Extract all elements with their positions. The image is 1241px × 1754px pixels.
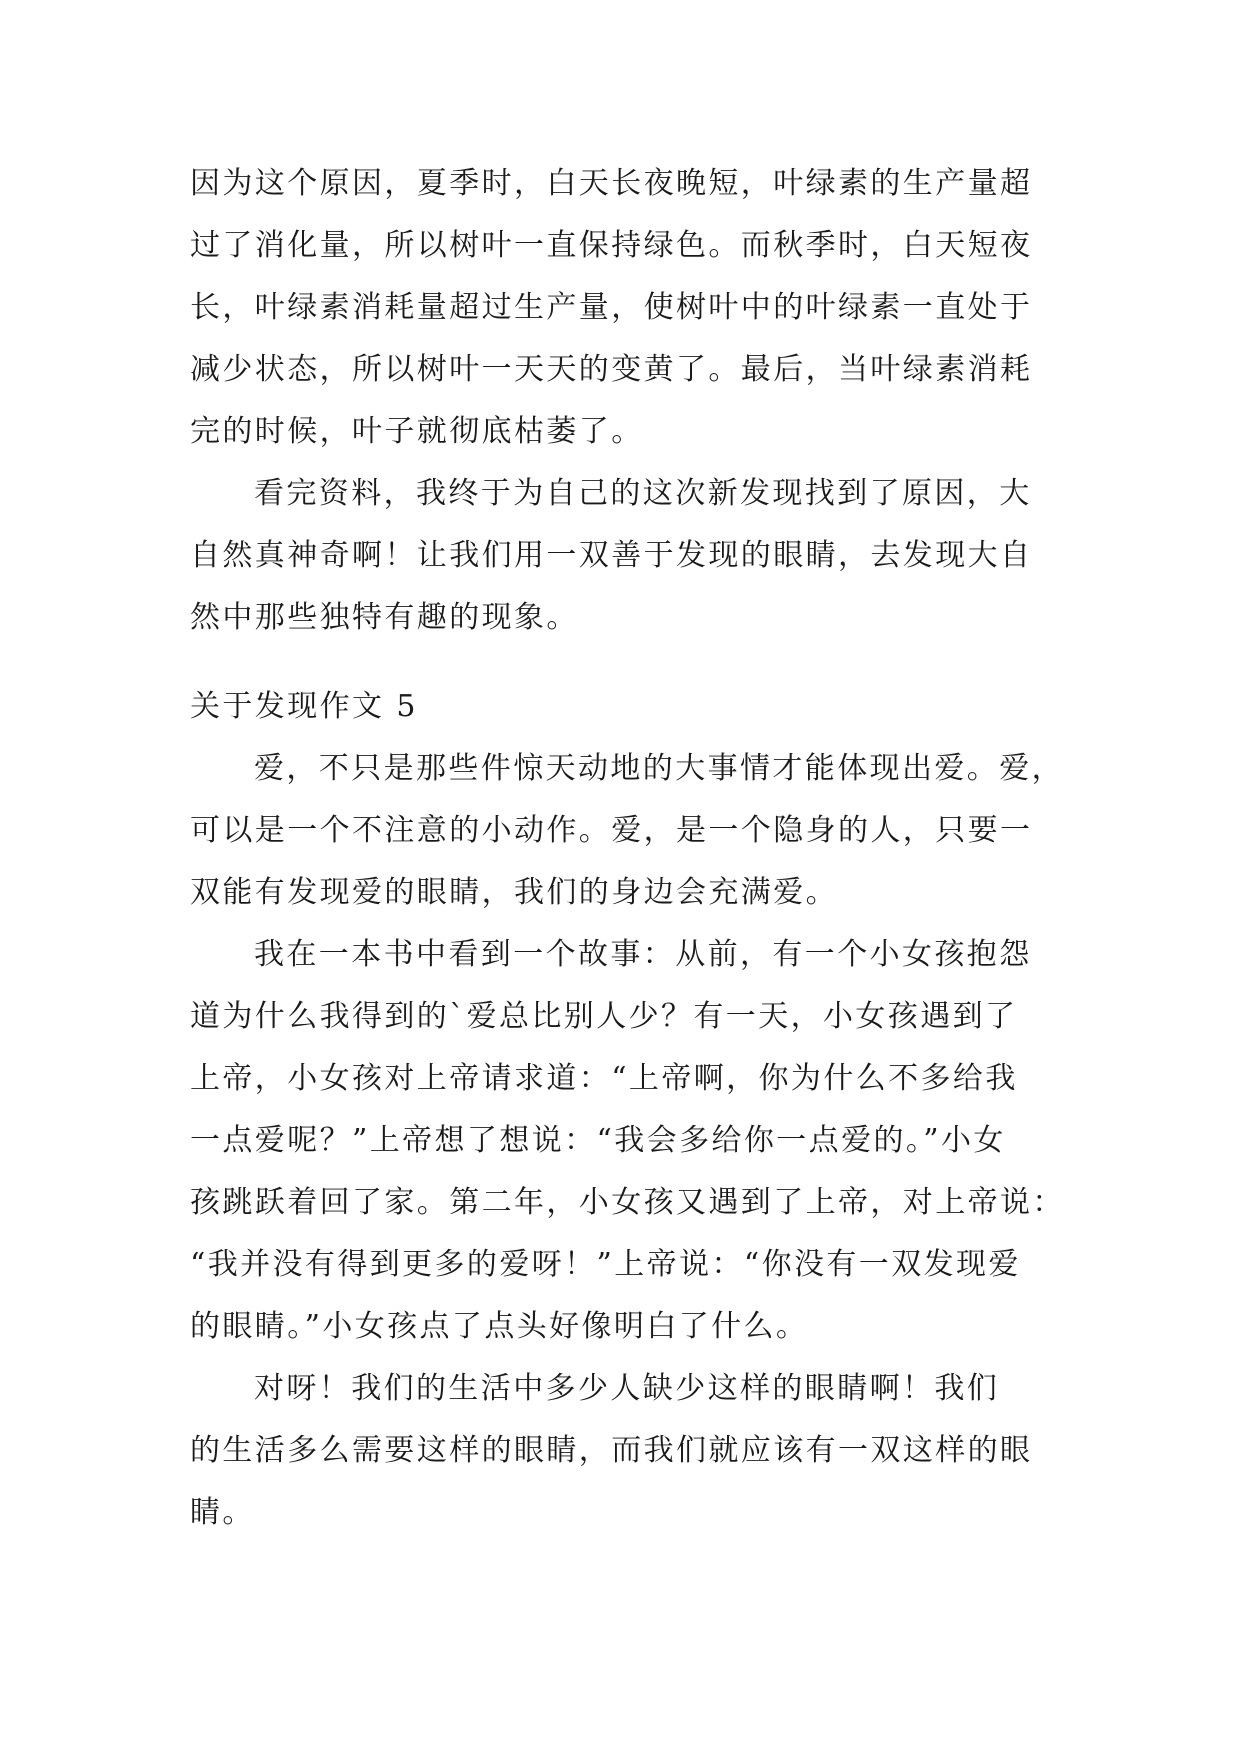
text-line: “我并没有得到更多的爱呀！”上帝说：“你没有一双发现爱 — [190, 1247, 1021, 1282]
paragraph-story — [190, 924, 1065, 1358]
paragraph-conclusion — [190, 463, 1052, 649]
text-line: 减少状态，所以树叶一天天的变黄了。最后，当叶绿素消耗 — [190, 352, 1033, 387]
text-line: 自然真神奇啊！让我们用一双善于发现的眼睛，去发现大自 — [190, 538, 1033, 573]
essay-continuation — [190, 153, 1052, 649]
text-line: 双能有发现爱的眼睛，我们的身边会充满爱。 — [190, 875, 838, 910]
text-line: 我在一本书中看到一个故事：从前，有一个小女孩抱怨 — [254, 937, 1032, 972]
text-line: 因为这个原因，夏季时，白天长夜晚短，叶绿素的生产量超 — [190, 166, 1033, 201]
text-line: 看完资料，我终于为自己的这次新发现找到了原因，大 — [254, 476, 1032, 511]
essay-5 — [190, 676, 1065, 1544]
essay-heading: 关于发现作文 5 — [190, 689, 418, 724]
text-line: 一点爱呢？”上帝想了想说：“我会多给你一点爱的。”小女 — [190, 1123, 1006, 1158]
text-line: 睛。 — [190, 1495, 255, 1530]
text-line: 的眼睛。”小女孩点了点头好像明白了什么。 — [190, 1309, 809, 1344]
text-line: 对呀！我们的生活中多少人缺少这样的眼睛啊！我们 — [254, 1371, 1000, 1406]
text-line: 过了消化量，所以树叶一直保持绿色。而秋季时，白天短夜 — [190, 228, 1033, 263]
paragraph-intro — [190, 738, 1064, 924]
paragraph-closing — [190, 1358, 1052, 1544]
text-line: 爱，不只是那些件惊天动地的大事情才能体现出爱。爱， — [254, 751, 1064, 786]
text-line: 孩跳跃着回了家。第二年，小女孩又遇到了上帝，对上帝说： — [190, 1185, 1065, 1220]
text-line: 道为什么我得到的`爱总比别人少？有一天，小女孩遇到了 — [190, 999, 1018, 1034]
text-line: 完的时候，叶子就彻底枯萎了。 — [190, 414, 644, 449]
text-line: 上帝，小女孩对上帝请求道：“上帝啊，你为什么不多给我 — [190, 1061, 1018, 1096]
paragraph-chlorophyll — [190, 153, 1052, 463]
text-line: 可以是一个不注意的小动作。爱，是一个隐身的人，只要一 — [190, 813, 1033, 848]
text-line: 长，叶绿素消耗量超过生产量，使树叶中的叶绿素一直处于 — [190, 290, 1033, 325]
text-line: 然中那些独特有趣的现象。 — [190, 600, 579, 635]
text-line: 的生活多么需要这样的眼睛，而我们就应该有一双这样的眼 — [190, 1433, 1033, 1468]
